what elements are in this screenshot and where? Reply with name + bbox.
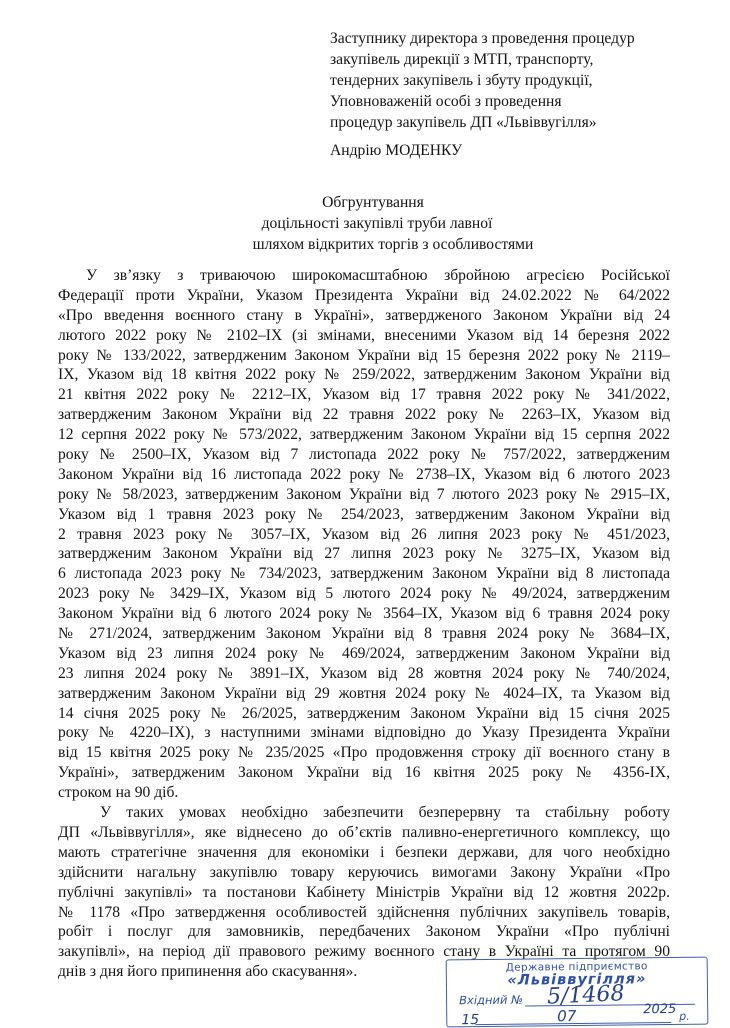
body-line: 2 травня 2023 року № 3057–IX, Указом від 26 липня 2023 року № 451/2023, [58, 525, 670, 543]
document-title [0, 192, 730, 255]
stamp-incoming-label: Вхідний № [459, 992, 524, 1008]
body-line: 12 серпня 2022 року № 573/2022, затвердженим Законом України від 15 серпня 2022 [58, 426, 670, 444]
stamp-date-year [643, 1002, 676, 1017]
body-line: № 271/2024, затвердженим Законом України від 8 травня 2024 року № 3684–IX, [58, 625, 670, 643]
addressee-line: процедур закупівель ДП «Львіввугілля» [330, 114, 597, 131]
stamp-date-month: 07 [557, 1007, 577, 1026]
body-line: «Про введення воєнного стану в Україні», затвердженого Законом України від 24 [58, 306, 670, 324]
body-line: мають стратегічне значення для економіки і безпеки держави, для чого необхідно [58, 843, 670, 861]
body-line: Указом від 23 липня 2024 року № 469/2024, затвердженим Законом України від [58, 644, 670, 662]
body-line: затвердженим Законом України від 22 травня 2022 року № 2263–IX, Указом від [58, 406, 670, 424]
body-line: закупівлі», на період дії правового режиму воєнного стану в Україні та протягом 90 [58, 943, 670, 961]
body-line: року № 4220–IX), з наступними змінами відповідно до Указу Президента України [58, 724, 670, 742]
body-line: року № 58/2023, затвердженим Законом України від 7 лютого 2023 року № 2915–IX, [58, 485, 670, 503]
title-line: доцільності закупівлі труби лавної [261, 215, 493, 232]
title-line: Обгрунтування [322, 194, 424, 211]
stamp-year-suffix: р. [679, 1009, 690, 1023]
body-line: № 1178 «Про затвердження особливостей здійснення публічних закупівель товарів, [58, 903, 670, 921]
body-line: 6 листопада 2023 року № 734/2023, затвердженим Законом України від 8 листопада [58, 565, 670, 583]
addressee-line: Уповноваженій особі з проведення [330, 93, 562, 110]
stamp-incoming-number: 5/1468 [546, 981, 625, 1010]
body-line: лютого 2022 року № 2102–IX (зі змінами, внесеними Указом від 14 березня 2022 [58, 326, 670, 344]
stamp-year-digits: 25 [659, 1001, 677, 1018]
body-line: У зв’язку з триваючою широкомасштабною збройною агресією Російської [86, 267, 670, 284]
body-line: робіт і послуг для замовників, передбачених Законом України «Про публічні [58, 923, 670, 941]
addressee-block [330, 28, 635, 133]
body-line: публічні закупівлі» та постанови Кабінету Міністрів України від 12 жовтня 2022р. [58, 883, 670, 901]
body-line: здійснити нагальну закупівлю товару керуючись вимогами Закону України «Про [58, 863, 670, 881]
addressee-name: Андрію МОДЕНКУ [330, 142, 463, 159]
body-line: Законом України від 6 лютого 2024 року № 3564–IX, Указом від 6 травня 2024 року [58, 605, 670, 623]
addressee-line: закупівель дирекції з МТП, транспорту, [330, 51, 594, 68]
body-line: затвердженим Законом України від 27 липня 2023 року № 3275–IX, Указом від [58, 545, 670, 563]
document-body [58, 266, 670, 982]
registration-stamp [446, 957, 709, 1028]
paragraph-2 [58, 803, 670, 982]
body-line: 14 січня 2025 року № 26/2025, затвердженим Законом України від 15 січня 2025 [58, 704, 670, 722]
paragraph-1 [58, 266, 670, 803]
body-line: року № 133/2022, затвердженим Законом України від 15 березня 2022 року № 2119– [58, 346, 670, 364]
body-line: 2023 року № 3429–IX, Указом від 5 лютого 2024 року № 49/2024, затвердженим [58, 585, 670, 603]
addressee-line: тендерних закупівель і збуту продукції, [330, 72, 593, 89]
body-line: ДП «Львіввугілля», яке віднесено до об’єктів паливно-енергетичного комплексу, що [58, 823, 670, 841]
body-line: У таких умовах необхідно забезпечити безперервну та стабільну роботу [100, 804, 670, 822]
stamp-date-day: 15 [461, 1012, 480, 1028]
body-line: днів з дня його припинення або скасування». [58, 963, 358, 981]
body-line: Федерації проти України, Указом Президента України від 24.02.2022 № 64/2022 [58, 286, 670, 304]
body-line: строком на 90 діб. [58, 784, 179, 802]
stamp-company-name: «Львіввугілля» [507, 971, 647, 989]
title-line: шляхом відкритих торгів з особливостями [252, 236, 534, 253]
body-line: Україні», затвердженим Законом України від 16 квітня 2025 року № 4356-IX, [58, 764, 670, 782]
body-line: Законом України від 16 листопада 2022 року № 2738–IX, Указом від 6 лютого 2023 [58, 465, 670, 483]
body-line: 21 квітня 2022 року № 2212–IX, Указом від 17 травня 2022 року № 341/2022, [58, 386, 670, 404]
body-line: затвердженим Законом України від 29 жовтня 2024 року № 4024–IX, та Указом від [58, 684, 670, 702]
stamp-year-prefix: 20 [643, 1002, 660, 1018]
body-line: 23 липня 2024 року № 3891–IX, Указом від 28 жовтня 2024 року № 740/2024, [58, 664, 670, 682]
addressee-line: Заступнику директора з проведення процедур [330, 30, 635, 47]
stamp-org: Державне підприємство [505, 960, 648, 974]
body-line: від 15 квітня 2025 року № 235/2025 «Про продовження строку дії воєнного стану в [58, 744, 670, 762]
body-line: року № 2500–IX, Указом від 7 листопада 2022 року № 757/2022, затвердженим [58, 446, 670, 464]
body-line: IX, Указом від 18 квітня 2022 року № 259/2022, затвердженим Законом України від [58, 366, 670, 384]
body-line: Указом від 1 травня 2023 року № 254/2023, затвердженим Законом України від [58, 505, 670, 523]
